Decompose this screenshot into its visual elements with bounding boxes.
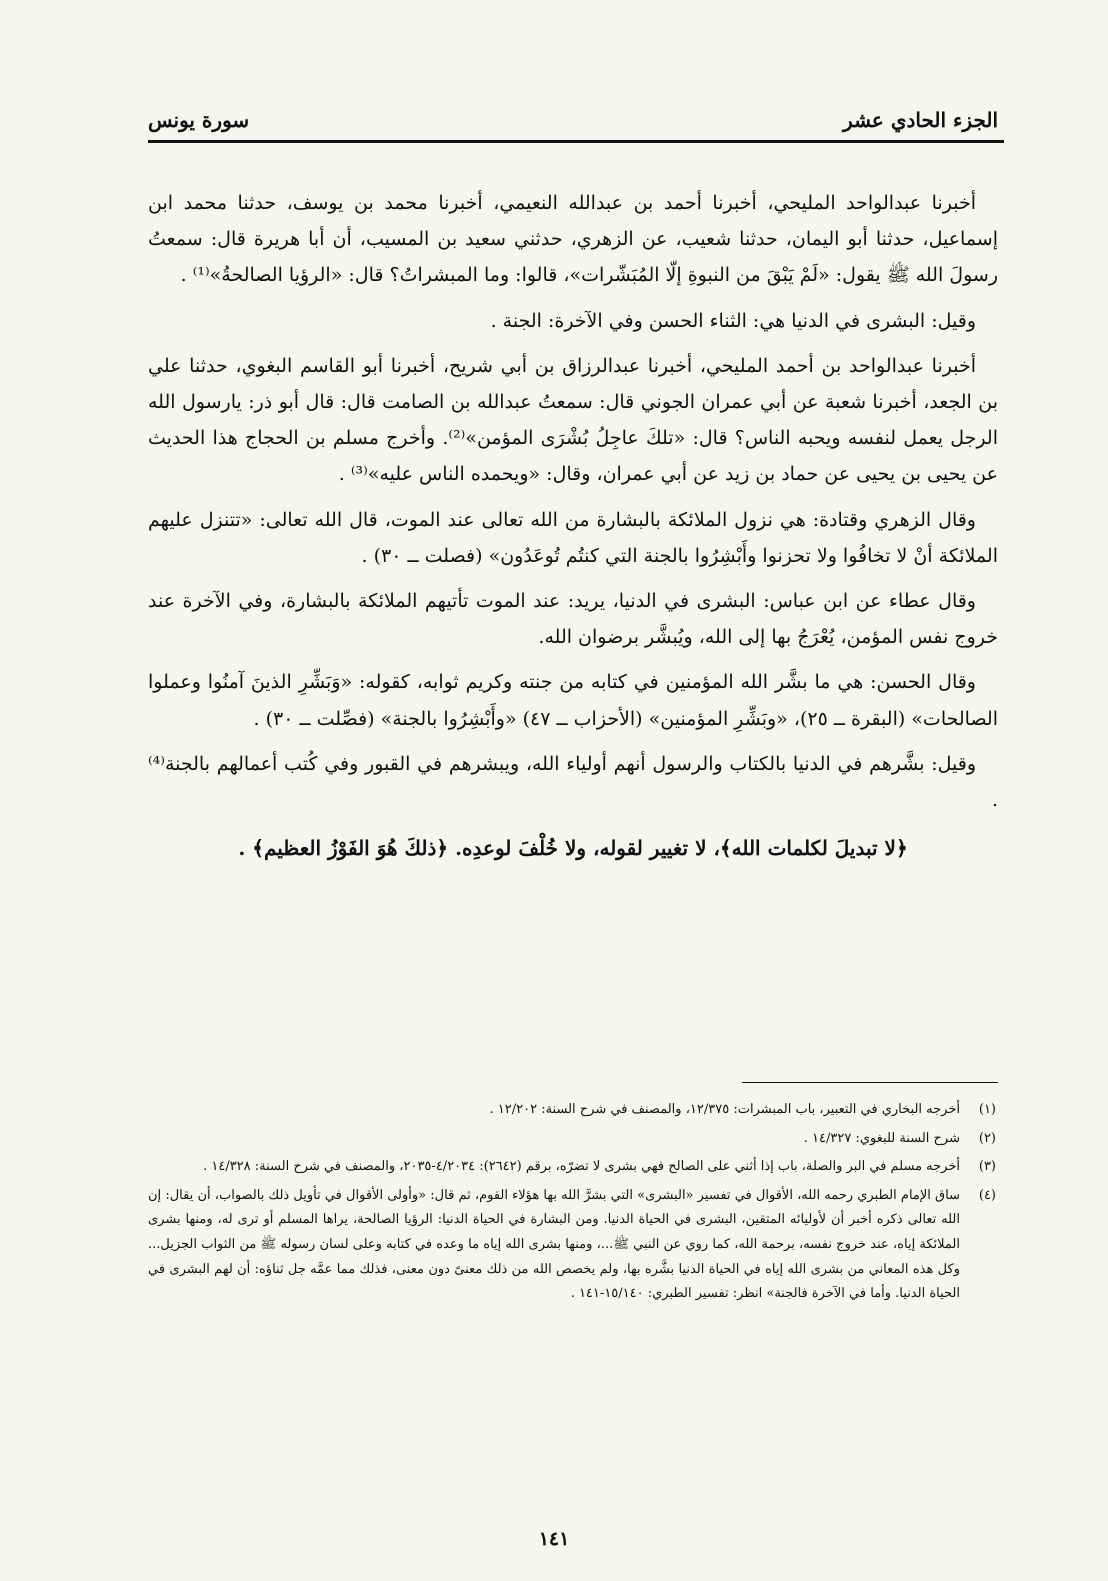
verse-line: ﴿لا تبديلَ لكلمات الله﴾، لا تغيير لقوله، ولا خُلْفَ لوعدِه. ﴿ذلكَ هُوَ الفَوْزُ العظيم﴾ . [238, 836, 908, 861]
paragraph: وقال عطاء عن ابن عباس: البشرى في الدنيا، يريد: عند الموت تأتيهم الملائكة بالبشارة، وفي الآخرة عند خروج نفس المؤمن، يُعْرَجُ بها إلى الله، ويُبشَّر برضوان الله. [148, 590, 998, 649]
running-header [148, 92, 998, 132]
footnote-text: أخرجه البخاري في التعبير، باب المبشرات: ١٢/٣٧٥، والمصنف في شرح السنة: ١٢/٢٠٢ . [489, 1102, 960, 1117]
part-title: الجزء الحادي عشر [843, 108, 998, 132]
page-number: ١٤١ [538, 1528, 570, 1550]
paragraph: وقال الزهري وقتادة: هي نزول الملائكة بالبشارة من الله تعالى عند الموت، قال الله تعالى: «تتنزل عليهم الملائكة أنْ لا تخافُوا ولا تحزنوا وأَبْشِرُوا بالجنة التي كنتُم تُوعَدُون» (فصلت ــ ٣٠) . [148, 508, 998, 567]
footnote-rule [742, 1082, 998, 1083]
paragraph: وقال الحسن: هي ما بشَّر الله المؤمنين في كتابه من جنته وكريم ثوابه، كقوله: «وَبَشِّرِ الذينَ آمنُوا وعملوا الصالحات» (البقرة ــ ٢٥)، «وبَشِّرِ المؤمنين» (الأحزاب ــ ٤٧) «وأَبْشِرُوا بالجنة» (فصِّلت ــ ٣٠) . [148, 671, 998, 730]
paragraph: أخبرنا عبدالواحد بن أحمد المليحي، أخبرنا عبدالرزاق بن أبي شريح، أخبرنا أبو القاسم البغوي، حدثنا علي بن الجعد، أخبرنا شعبة عن أبي عمران الجوني قال: سمعتُ عبدالله بن الصامت قال: قال أبو ذر: يارسول الله الرجل يعمل لنفسه ويحبه الناس؟ قال: «تلكَ عاجِلُ بُشْرَى المؤمن»⁽²⁾. وأخرج مسلم بن الحجاج هذا الحديث عن يحيى بن يحيى عن حماد بن زيد عن أبي عمران، وقال: «ويحمده الناس عليه»⁽³⁾ . [148, 354, 998, 486]
footnote [148, 1184, 996, 1307]
header-rule [148, 140, 1004, 143]
footnote-number: (٣) [978, 1159, 996, 1175]
footnotes [148, 1098, 996, 1311]
footnote-text: أخرجه مسلم في البر والصلة، باب إذا أثني على الصالح فهي بشرى لا تضرّه، برقم (٢٦٤٢): ٤/٢٠٣٤-٢٠٣٥، والمصنف في شرح السنة: ١٤/٣٢٨ . [203, 1159, 960, 1175]
paragraph: وقيل: البشرى في الدنيا هي: الثناء الحسن وفي الآخرة: الجنة . [490, 309, 976, 332]
footnote [148, 1127, 996, 1152]
paragraph: وقيل: بشَّرهم في الدنيا بالكتاب والرسول أنهم أولياء الله، ويبشرهم في القبور وفي كُتب أعمالهم بالجنة⁽⁴⁾ . [148, 752, 998, 812]
footnote [148, 1155, 996, 1180]
surah-title: سورة يونس [148, 108, 250, 132]
footnote-text: شرح السنة للبغوي: ١٤/٣٢٧ . [803, 1130, 960, 1146]
paragraph: أخبرنا عبدالواحد المليحي، أخبرنا أحمد بن عبدالله النعيمي، أخبرنا محمد بن يوسف، حدثنا محمد ابن إسماعيل، حدثنا أبو اليمان، حدثنا شعيب، عن الزهري، حدثني سعيد بن المسيب، أن أبا هريرة قال: سمعتُ رسولَ الله ﷺ يقول: «لَمْ يَبْقَ من النبوةِ إلّا المُبَشّرات»، قالوا: وما المبشراتُ؟ قال: «الرؤيا الصالحةُ»⁽¹⁾ . [148, 192, 998, 287]
footnote-number: (٢) [978, 1130, 996, 1146]
footnote-number: (٤) [978, 1187, 996, 1203]
footnote-number: (١) [978, 1102, 996, 1117]
footnote-text: ساق الإمام الطبري رحمه الله، الأقوال في تفسير «البشرى» التي بشرَّ الله بها هؤلاء القوم، ثم قال: «وأولى الأقوال في تأويل ذلك بالصواب، أن يقال: إن الله تعالى ذكره أخبر أن لأوليائه المتقين، البشرى في الحياة الدنيا. ومن البشارة في الحياة الدنيا: الرؤيا الصالحة، يراها المسلم أو ترى له، ومنها بشرى الملائكة إياه، عند خروج نفسه، برحمة الله، كما روي عن النبي ﷺ...، ومنها بشرى الله إياه ما وعده في كتابه وعلى لسان رسوله ﷺ من الثواب الجزيل... وكل هذه المعاني من بشرى الله إياه في الحياة الدنيا بشَّره بها، ولم يخصص الله من ذلك معنىً دون معنى، فذلك مما عمَّه جل ثناؤه: أن لهم البشرى في الحياة الدنيا. وأما في الآخرة فالجنة» انظر: تفسير الطبري: ١٥/١٤٠-١٤١ . [148, 1187, 960, 1302]
footnote [148, 1098, 996, 1123]
main-text [148, 185, 998, 875]
